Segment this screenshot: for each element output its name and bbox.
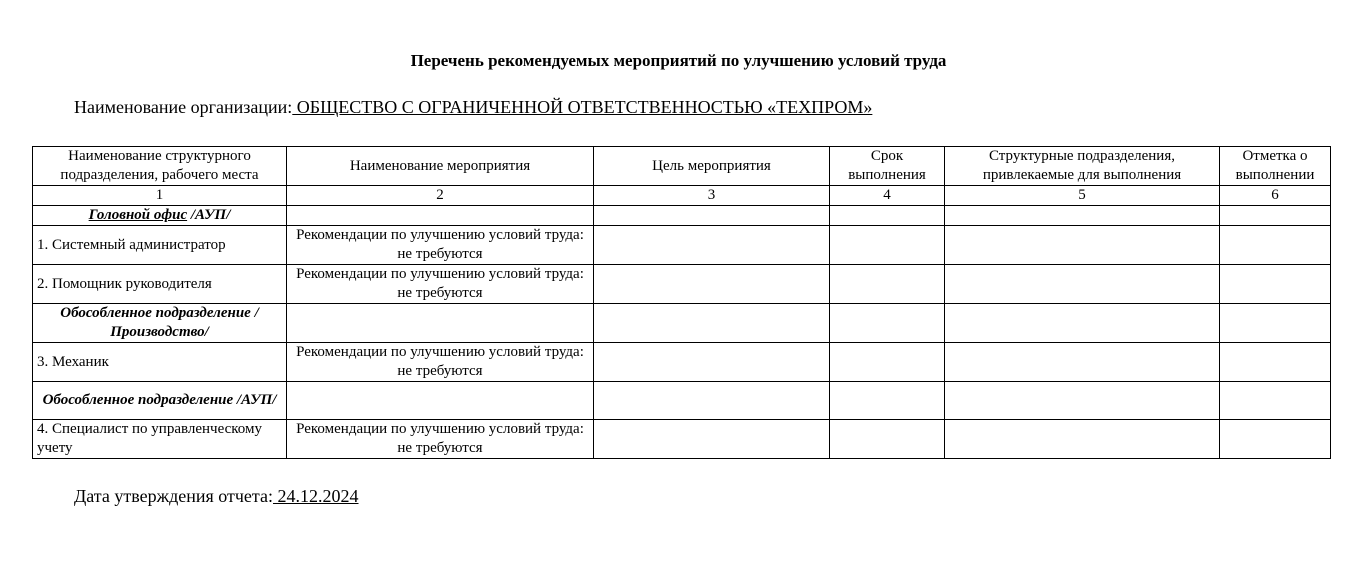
table-row bbox=[33, 226, 1331, 265]
column-number: 5 bbox=[945, 186, 1220, 206]
empty-cell bbox=[945, 265, 1220, 304]
section-name: Обособленное подразделение /АУП/ bbox=[33, 382, 287, 420]
empty-cell bbox=[594, 382, 830, 420]
empty-cell bbox=[594, 206, 830, 226]
section-name-suffix: /АУП/ bbox=[187, 207, 231, 223]
empty-cell bbox=[830, 382, 945, 420]
section-name: Обособленное подразделение /Производство/ bbox=[33, 304, 287, 343]
section-name-underlined: Головной офис bbox=[88, 207, 188, 223]
section-row-aup bbox=[33, 382, 1331, 420]
empty-cell bbox=[287, 206, 594, 226]
empty-cell bbox=[830, 420, 945, 459]
header-cell: Отметка о выполнении bbox=[1220, 147, 1331, 186]
table-row bbox=[33, 265, 1331, 304]
table-row bbox=[33, 420, 1331, 459]
organization-label: Наименование организации: bbox=[74, 97, 293, 117]
table-header-row bbox=[33, 147, 1331, 186]
workplace-name: 1. Системный администратор bbox=[33, 226, 287, 265]
document-title: Перечень рекомендуемых мероприятий по улучшению условий труда bbox=[410, 51, 947, 70]
empty-cell bbox=[1220, 382, 1331, 420]
empty-cell bbox=[594, 226, 830, 265]
column-number: 6 bbox=[1220, 186, 1331, 206]
column-number-row bbox=[33, 186, 1331, 206]
empty-cell bbox=[1220, 206, 1331, 226]
empty-cell bbox=[830, 206, 945, 226]
organization-line bbox=[74, 96, 872, 118]
empty-cell bbox=[594, 343, 830, 382]
empty-cell bbox=[594, 304, 830, 343]
header-cell: Структурные подразделения, привлекаемые для выполнения bbox=[945, 147, 1220, 186]
empty-cell bbox=[945, 226, 1220, 265]
column-number: 4 bbox=[830, 186, 945, 206]
empty-cell bbox=[830, 304, 945, 343]
empty-cell bbox=[945, 343, 1220, 382]
column-number: 3 bbox=[594, 186, 830, 206]
empty-cell bbox=[830, 226, 945, 265]
section-name bbox=[33, 206, 287, 226]
workplace-name: 3. Механик bbox=[33, 343, 287, 382]
column-number: 2 bbox=[287, 186, 594, 206]
section-row-head-office bbox=[33, 206, 1331, 226]
measure-name: Рекомендации по улучшению условий труда: не требуются bbox=[287, 343, 594, 382]
empty-cell bbox=[1220, 420, 1331, 459]
empty-cell bbox=[1220, 226, 1331, 265]
measures-table bbox=[32, 146, 1331, 459]
workplace-name: 4. Специалист по управленческому учету bbox=[33, 420, 287, 459]
column-number: 1 bbox=[33, 186, 287, 206]
empty-cell bbox=[1220, 265, 1331, 304]
approval-date-value: 24.12.2024 bbox=[273, 486, 359, 506]
empty-cell bbox=[594, 420, 830, 459]
header-cell: Срок выполнения bbox=[830, 147, 945, 186]
empty-cell bbox=[287, 382, 594, 420]
header-cell: Цель мероприятия bbox=[594, 147, 830, 186]
empty-cell bbox=[594, 265, 830, 304]
header-cell: Наименование структурного подразделения, рабочего места bbox=[33, 147, 287, 186]
measure-name: Рекомендации по улучшению условий труда: не требуются bbox=[287, 265, 594, 304]
empty-cell bbox=[830, 265, 945, 304]
empty-cell bbox=[945, 304, 1220, 343]
workplace-name: 2. Помощник руководителя bbox=[33, 265, 287, 304]
table-row bbox=[33, 343, 1331, 382]
section-row-production bbox=[33, 304, 1331, 343]
approval-date-line bbox=[74, 485, 359, 507]
empty-cell bbox=[830, 343, 945, 382]
measure-name: Рекомендации по улучшению условий труда: не требуются bbox=[287, 420, 594, 459]
measure-name: Рекомендации по улучшению условий труда: не требуются bbox=[287, 226, 594, 265]
organization-value: ОБЩЕСТВО С ОГРАНИЧЕННОЙ ОТВЕТСТВЕННОСТЬЮ «ТЕХПРОМ» bbox=[292, 97, 873, 117]
empty-cell bbox=[1220, 343, 1331, 382]
empty-cell bbox=[945, 206, 1220, 226]
empty-cell bbox=[1220, 304, 1331, 343]
empty-cell bbox=[287, 304, 594, 343]
approval-date-label: Дата утверждения отчета: bbox=[74, 486, 274, 506]
header-cell: Наименование мероприятия bbox=[287, 147, 594, 186]
empty-cell bbox=[945, 420, 1220, 459]
empty-cell bbox=[945, 382, 1220, 420]
